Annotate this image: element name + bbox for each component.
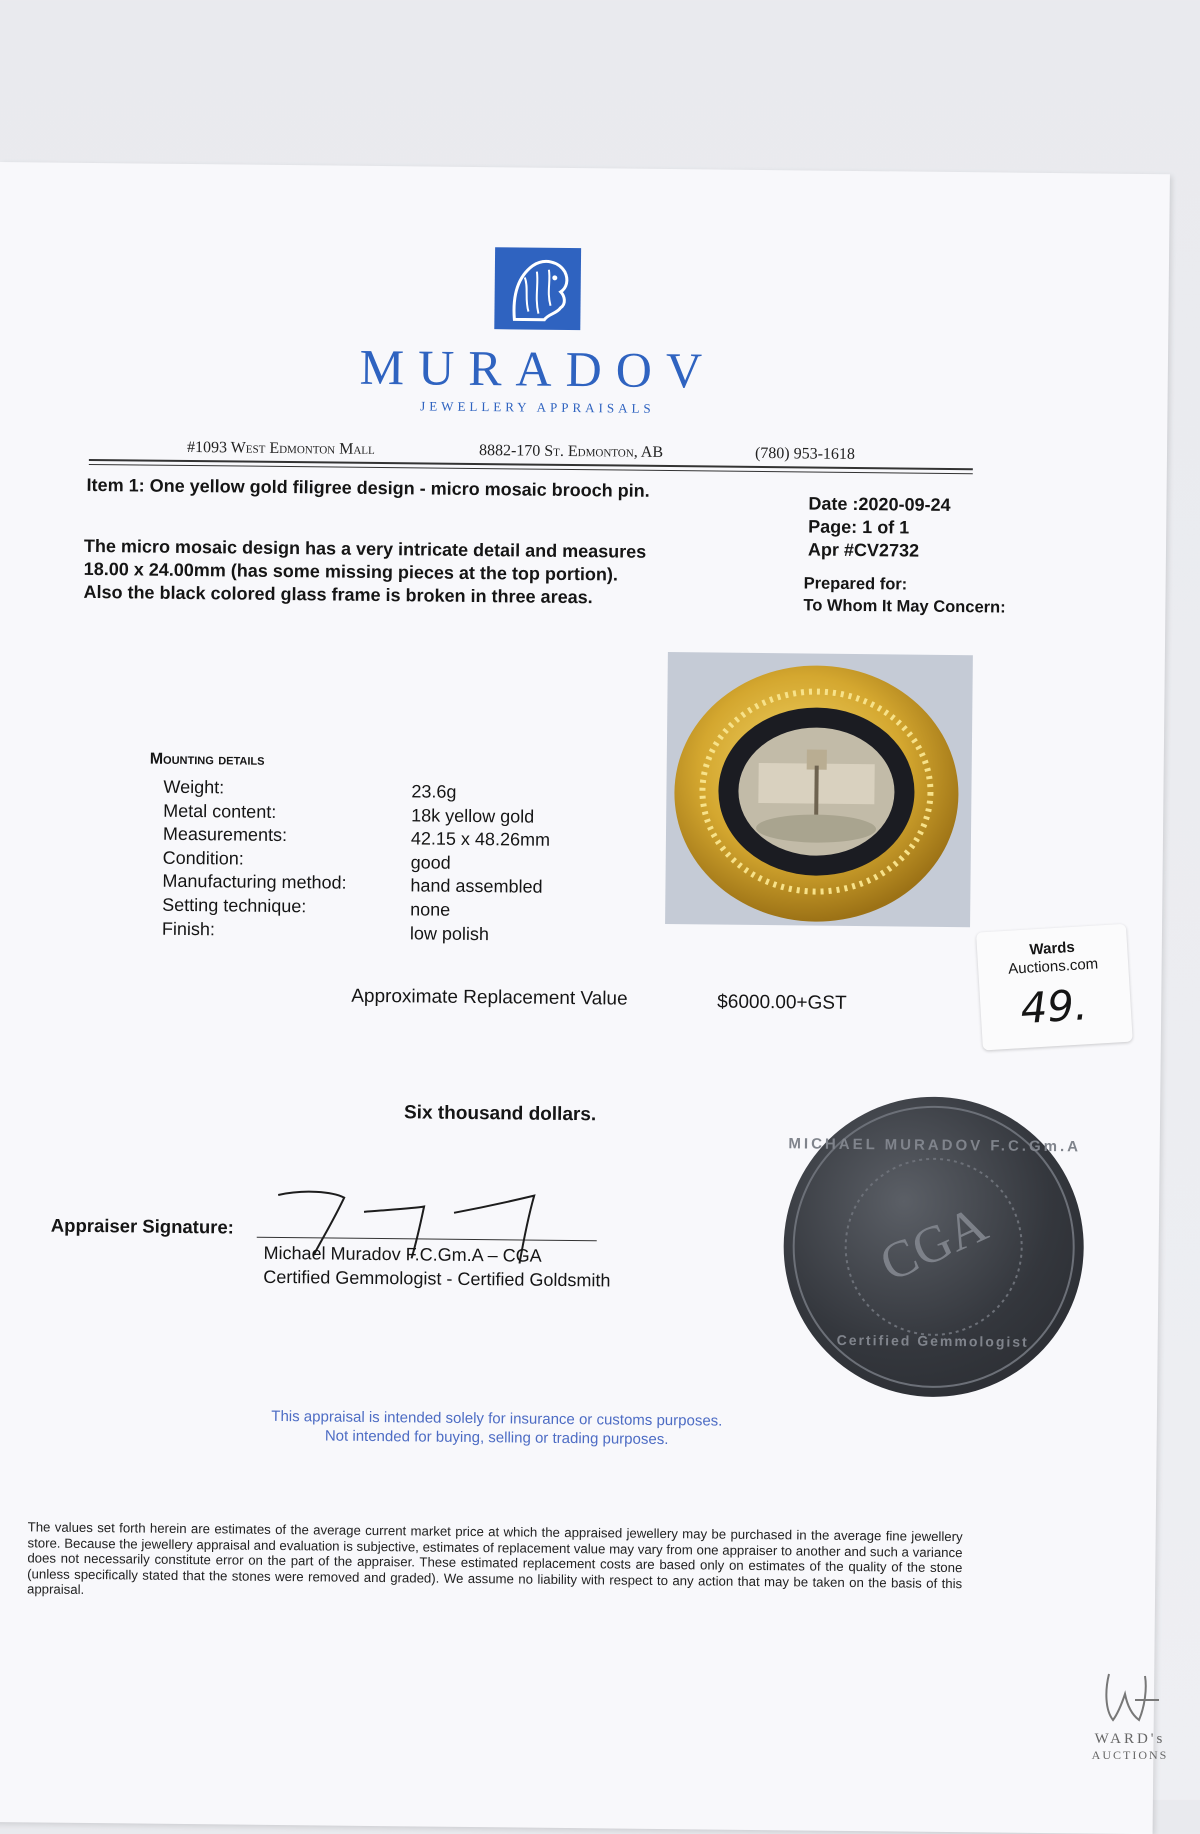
seal-center: CGA [871,1195,996,1293]
item-title: Item 1: One yellow gold filigree design - micro mosaic brooch pin. [86,474,650,501]
mounting-label: Condition: [162,847,244,869]
mounting-label: Finish: [161,918,216,939]
appraiser-title: Certified Gemmologist - Certified Goldsmith [263,1266,611,1291]
mounting-labels [162,776,348,943]
watermark-line1: WARD's [1094,1731,1166,1747]
address-street: 8882-170 St. Edmonton, AB [478,442,664,461]
mounting-heading: Mounting details [149,750,265,769]
brand-subtitle: JEWELLERY APPRAISALS [420,398,655,416]
tag-line1: Wards [1029,938,1076,959]
mounting-value: none [410,899,451,920]
description-line: 18.00 x 24.00mm (has some missing pieces at the top portion). [83,558,619,585]
replacement-value-amount: $6000.00+GST [717,991,847,1014]
prepared-for-label: Prepared for: [803,574,908,594]
disclaimer-text: The values set forth herein are estimates of the average current market price at which the appraised jewellery may be purchased in the average fine jewellery store. Because the jewellery appraisal and evaluation is subjective, estimates of replacement value may vary from one appraiser to another and such a variance does not necessarily constitute error on the part of the appraiser. These estimated replacement costs are based only on estimates of the quality of the stone (unless specifically stated that the stones were removed and graded). We assume no liability with respect to any action that may be taken on the basis of this appraisal. [26,1519,963,1597]
brand-name: MURADOV [359,338,717,399]
address-phone: (780) 953-1618 [754,444,856,463]
tag-line2: Auctions.com [1007,955,1099,978]
embossed-seal [782,1095,1085,1398]
mounting-label: Manufacturing method: [162,871,347,894]
appraisal-document [0,162,1170,1834]
mounting-label: Setting technique: [162,894,307,917]
auction-lot-tag [976,924,1133,1051]
prepared-block [803,572,1006,618]
not-for-trading-note: Not intended for buying, selling or trading purposes. [324,1427,669,1449]
item-description [83,535,646,610]
mounting-label: Metal content: [163,800,277,822]
appraiser-name: Michael Muradov F.C.Gm.A – CGA [263,1242,542,1266]
address-mall: #1093 West Edmonton Mall [186,438,375,458]
value-in-words: Six thousand dollars. [403,1102,597,1126]
lion-head-icon [494,247,581,330]
mounting-label: Weight: [163,776,225,798]
date: Date :2020-09-24 [808,493,951,515]
prepared-for: To Whom It May Concern: [803,596,1006,617]
mounting-value: hand assembled [410,875,543,898]
mounting-values [410,780,551,947]
mounting-value: low polish [409,922,490,944]
auction-watermark [1080,1670,1180,1763]
mounting-label: Measurements: [162,823,288,846]
mounting-value: 42.15 x 48.26mm [410,828,551,850]
mounting-value: 18k yellow gold [411,804,535,827]
brooch-photo [665,652,973,927]
mounting-value: good [410,852,451,873]
signature-label: Appraiser Signature: [50,1214,234,1238]
lot-number: 49. [1019,980,1089,1034]
seal-ring-bottom: Certified Gemmologist [836,1331,1029,1350]
seal-ring-top: MICHAEL MURADOV F.C.Gm.A [788,1135,1082,1156]
page-number: Page: 1 of 1 [808,516,910,538]
insurance-note: This appraisal is intended solely for insurance or customs purposes. [271,1407,723,1430]
description-line: The micro mosaic design has a very intricate detail and measures [83,535,647,562]
auction-monogram-icon [1095,1670,1165,1726]
watermark-line2: AUCTIONS [1091,1748,1169,1762]
description-line: Also the black colored glass frame is broken in three areas. [83,581,593,608]
replacement-value-label: Approximate Replacement Value [351,985,628,1010]
meta-block [808,492,951,562]
appraisal-number: Apr #CV2732 [807,539,920,561]
mounting-value: 23.6g [411,781,457,802]
